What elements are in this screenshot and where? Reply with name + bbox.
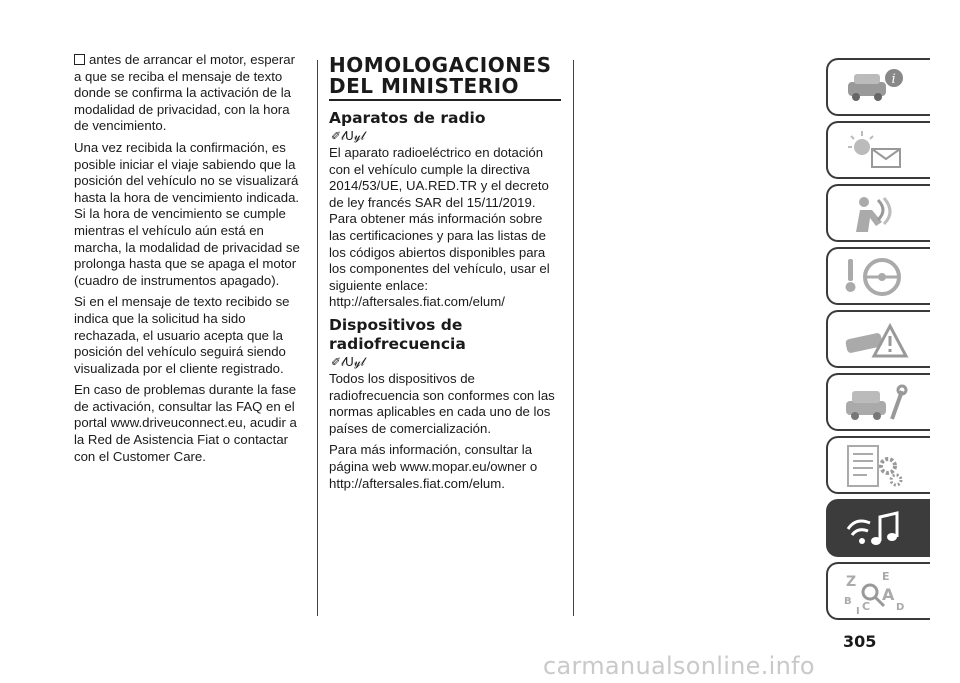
middle-text-column — [329, 55, 561, 497]
left-text-column — [74, 52, 302, 470]
tab-warning-lights[interactable] — [826, 121, 930, 179]
svg-text:C: C — [862, 600, 871, 613]
tab-multimedia[interactable] — [826, 499, 930, 557]
driving-steering-icon — [842, 255, 912, 299]
index-az-icon — [842, 570, 912, 614]
rf-paragraph-2: Para más información, consultar la página web www.mopar.eu/owner o http://aftersales.fiat.com/elum. — [329, 442, 538, 491]
title-rule — [329, 99, 561, 101]
radio-paragraph: El aparato radioeléctrico en dotación con el vehículo cumple la directiva 2014/53/UE, UA.RED.TR y el decreto de ley francés SAR del 15/11/2019. Para obtener más información sobre las certificaciones y para las listas de los códigos abiertos disponibles para los componentes del vehículo, usar el siguiente enlace: http://aftersales.fiat.com/elum/ — [329, 145, 550, 310]
page-number: 305 — [843, 632, 877, 651]
paragraph-3: Si en el mensaje de texto recibido se indica que la solicitud ha sido rechazada, el usuario acepta que la posición del vehículo seguirá siendo visualizada por el cliente registrado. — [74, 294, 290, 376]
tab-technical-data[interactable] — [826, 436, 930, 494]
maintenance-car-icon — [842, 381, 912, 425]
tab-driving[interactable] — [826, 247, 930, 305]
checkbox-bullet-icon — [74, 54, 85, 65]
safety-airbag-icon — [842, 192, 912, 236]
paragraph-2: Una vez recibida la confirmación, es posible iniciar el viaje sabiendo que la posición del vehículo no se visualizará hasta la hora de vencimiento indicada. Si la hora de vencimiento se cumple mientras el vehículo aún está en marcha, la modalidad de privacidad se prolonga hasta que se apaga el motor (cuadro de instrumentos apagado). — [74, 139, 300, 288]
column-divider — [573, 60, 574, 616]
svg-text:Z: Z — [846, 574, 857, 590]
tab-maintenance[interactable] — [826, 373, 930, 431]
svg-text:B: B — [844, 596, 852, 607]
svg-text:i: i — [891, 72, 896, 87]
language-glyphs: ✐𝓁U𝓎𝓁 — [331, 129, 365, 143]
watermark: carmanualsonline.info — [543, 652, 815, 680]
tab-car-info[interactable] — [826, 58, 930, 116]
paragraph-1: antes de arrancar el motor, esperar a que se reciba el mensaje de texto donde se confirma la activación de la modalidad de privacidad, con la hora de vencimiento. — [74, 52, 295, 134]
svg-text:D: D — [896, 602, 905, 613]
paragraph-4: En caso de problemas durante la fase de activación, consultar las FAQ en el portal www.driveuconnect.eu, acudir a la Red de Asistencia Fiat o contactar con el Customer Care. — [74, 382, 297, 464]
warning-lights-icon — [842, 129, 912, 173]
section-title-rf-line2: radiofrecuencia — [329, 334, 466, 353]
multimedia-icon — [842, 507, 912, 551]
rf-paragraph-1: Todos los dispositivos de radiofrecuencia son conformes con las normas aplicables en cada uno de los países de comercialización. — [329, 370, 555, 436]
section-title-rf-line1: Dispositivos de — [329, 315, 463, 334]
language-glyphs: ✐𝓁U𝓎𝓁 — [331, 354, 365, 369]
svg-text:E: E — [882, 570, 890, 583]
car-info-icon — [842, 66, 912, 110]
column-divider — [317, 60, 318, 616]
tab-safety[interactable] — [826, 184, 930, 242]
emergency-icon — [842, 318, 912, 362]
tab-index[interactable] — [826, 562, 930, 620]
technical-data-icon — [842, 444, 912, 488]
chapter-title-line-2: DEL MINISTERIO — [329, 74, 520, 98]
svg-text:I: I — [856, 606, 860, 614]
section-title-radio: Aparatos de radio — [329, 109, 486, 127]
chapter-title-line-1: HOMOLOGACIONES — [329, 53, 552, 77]
tab-emergency[interactable] — [826, 310, 930, 368]
svg-text:A: A — [882, 585, 895, 604]
